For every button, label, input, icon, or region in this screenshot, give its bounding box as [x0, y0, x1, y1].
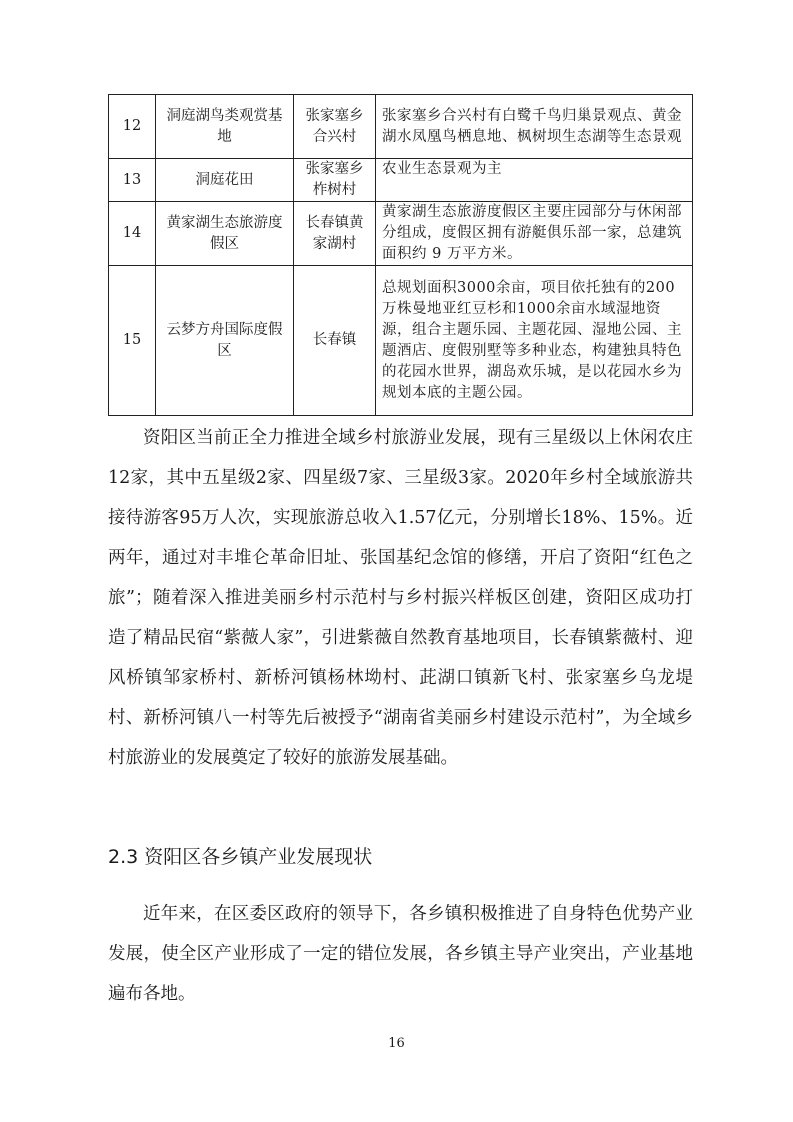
row-number: 13: [109, 159, 156, 202]
attraction-location: 张家塞乡柞树村: [294, 159, 376, 202]
row-number: 14: [109, 202, 156, 266]
body-paragraph: 资阳区当前正全力推进全域乡村旅游业发展，现有三星级以上休闲农庄12家，其中五星级2家、四星级7家、三星级3家。2020年乡村全域旅游共接待游客95万人次，实现旅游总收入1.57亿元，分别增长18%、15%。近两年，通过对丰堆仑革命旧址、张国基纪念馆的修缮，开启了资阳“红色之旅”；随着深入推进美丽乡村示范村与乡村振兴样板区创建，资阳区成功打造了精品民宿“紫薇人家”，引进紫薇自然教育基地项目，长春镇紫薇村、迎风桥镇邹家桥村、新桥河镇杨林坳村、茈湖口镇新飞村、张家塞乡乌龙堤村、新桥河镇八一村等先后被授予“湖南省美丽乡村建设示范村”，为全域乡村旅游业的发展奠定了较好的旅游发展基础。: [108, 428, 693, 768]
attractions-table: [108, 94, 693, 416]
page-number: 16: [388, 1036, 405, 1051]
attraction-name: 黄家湖生态旅游度假区: [156, 202, 294, 266]
section-heading: 2.3 资阳区各乡镇产业发展现状: [108, 846, 373, 868]
attraction-name: 洞庭湖鸟类观赏基地: [156, 95, 294, 159]
table-row: [109, 266, 693, 416]
attraction-location: 长春镇黄家湖村: [294, 202, 376, 266]
table-row: [109, 95, 693, 159]
row-number: 12: [109, 95, 156, 159]
body-paragraph: 近年来，在区委区政府的领导下，各乡镇积极推进了自身特色优势产业发展，使全区产业形成了一定的错位发展，各乡镇主导产业突出，产业基地遍布各地。: [108, 904, 693, 1004]
attraction-description: 农业生态景观为主: [376, 159, 693, 202]
attraction-location: 张家塞乡合兴村: [294, 95, 376, 159]
attraction-name: 云梦方舟国际度假区: [156, 266, 294, 416]
attraction-description: 张家塞乡合兴村有白鹭千鸟归巢景观点、黄金湖水凤凰鸟栖息地、枫树坝生态湖等生态景观: [376, 95, 693, 159]
table-row: [109, 159, 693, 202]
attraction-location: 长春镇: [294, 266, 376, 416]
row-number: 15: [109, 266, 156, 416]
attraction-description: 黄家湖生态旅游度假区主要庄园部分与休闲部分组成，度假区拥有游艇俱乐部一家，总建筑面积约 9 万平方米。: [376, 202, 693, 266]
attraction-name: 洞庭花田: [156, 159, 294, 202]
attraction-description: 总规划面积3000余亩，项目依托独有的200万株曼地亚红豆杉和1000余亩水域湿地资源，组合主题乐园、主题花园、湿地公园、主题酒店、度假别墅等多种业态，构建独具特色的花园水世界，湖岛欢乐城，是以花园水乡为规划本底的主题公园。: [376, 266, 693, 416]
table-row: [109, 202, 693, 266]
